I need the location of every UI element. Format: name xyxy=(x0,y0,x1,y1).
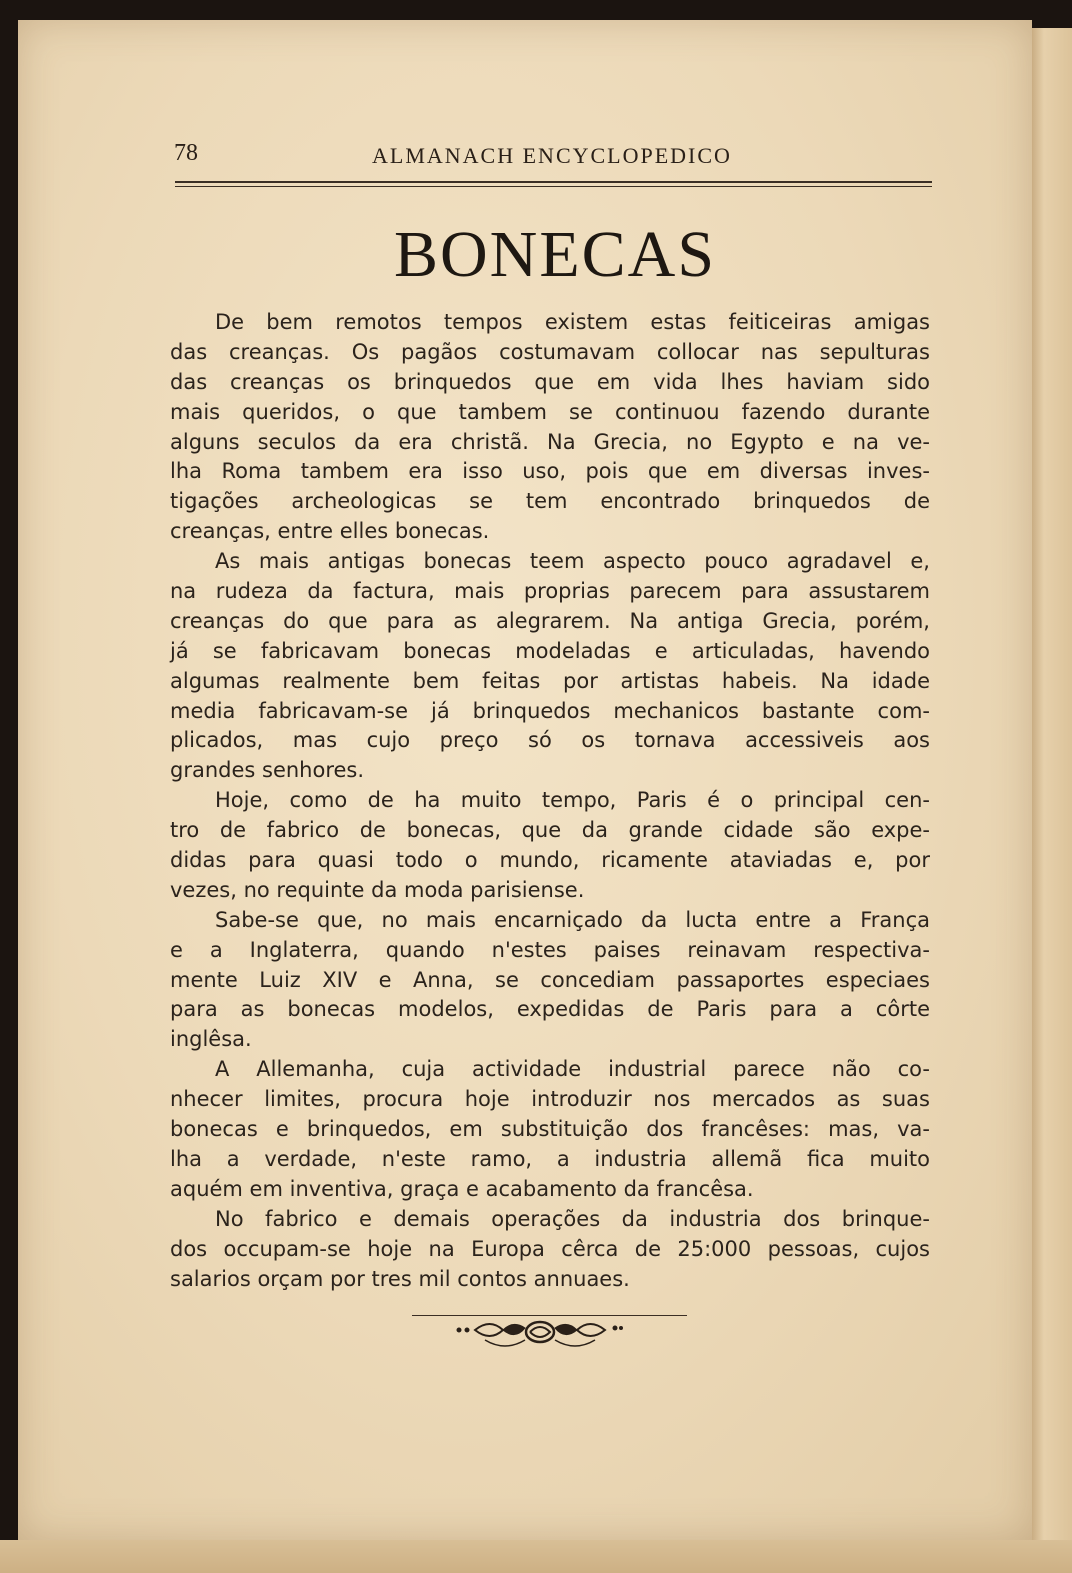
text-line: lha Roma tambem era isso uso, pois que em diversas inves- xyxy=(170,459,930,484)
text-line: alguns seculos da era christã. Na Grecia, no Egypto e na ve- xyxy=(170,429,930,454)
text-line: das creanças os brinquedos que em vida lhes haviam sido xyxy=(170,369,930,394)
ornament-rule xyxy=(412,1315,687,1316)
text-line: plicados, mas cujo preço só os tornava accessiveis aos xyxy=(170,728,930,753)
text-line: nhecer limites, procura hoje introduzir nos mercados as suas xyxy=(170,1087,930,1112)
text-line: na rudeza da factura, mais proprias parecem para assustarem xyxy=(170,579,930,604)
text-line: salarios orçam por tres mil contos annuaes. xyxy=(170,1266,630,1291)
article-body xyxy=(170,308,930,1294)
adjacent-page-edge xyxy=(1032,28,1072,1573)
text-line: tigações archeologicas se tem encontrado brinquedos de xyxy=(170,489,930,514)
page-bottom-edge xyxy=(0,1540,1072,1573)
text-line: De bem remotos tempos existem estas feiticeiras amigas xyxy=(215,310,930,334)
text-line: tro de fabrico de bonecas, que da grande cidade são expe- xyxy=(170,818,930,843)
text-line: mais queridos, o que tambem se continuou fazendo durante xyxy=(170,399,930,424)
text-line: Hoje, como de ha muito tempo, Paris é o principal cen- xyxy=(215,788,930,813)
article-title: BONECAS xyxy=(393,218,717,291)
text-line: creanças do que para as alegrarem. Na antiga Grecia, porém, xyxy=(170,608,930,633)
text-line: lha a verdade, n'este ramo, a industria allemã fica muito xyxy=(170,1146,930,1171)
page-number: 78 xyxy=(174,140,198,166)
header-rule xyxy=(175,181,932,183)
text-line: para as bonecas modelos, expedidas de Paris para a côrte xyxy=(170,997,930,1022)
text-line: inglêsa. xyxy=(170,1027,252,1052)
text-line: dos occupam-se hoje na Europa cêrca de 25:000 pessoas, cujos xyxy=(170,1236,930,1261)
header-rule-thin xyxy=(175,186,932,187)
text-line: Sabe-se que, no mais encarniçado da lucta entre a França xyxy=(215,907,930,932)
text-line: As mais antigas bonecas teem aspecto pouco agradavel e, xyxy=(215,549,930,574)
text-line: mente Luiz XIV e Anna, se concediam passaportes especiaes xyxy=(170,967,930,992)
text-line: bonecas e brinquedos, em substituição dos francêses: mas, va- xyxy=(170,1117,930,1142)
text-line: das creanças. Os pagãos costumavam collocar nas sepulturas xyxy=(170,339,930,364)
text-line: grandes senhores. xyxy=(170,758,365,783)
text-line: e a Inglaterra, quando n'estes paises reinavam respectiva- xyxy=(170,937,930,962)
text-line: creanças, entre elles bonecas. xyxy=(170,519,490,544)
text-line: algumas realmente bem feitas por artistas habeis. Na idade xyxy=(170,668,930,693)
text-line: No fabrico e demais operações da industria dos brinque- xyxy=(215,1206,930,1231)
text-line: vezes, no requinte da moda parisiense. xyxy=(170,877,585,902)
text-line: didas para quasi todo o mundo, ricamente ataviadas e, por xyxy=(170,848,930,873)
text-line: media fabricavam-se já brinquedos mechanicos bastante com- xyxy=(170,698,930,723)
text-line: aquém em inventiva, graça e acabamento da francêsa. xyxy=(170,1176,754,1201)
floral-ornament-icon xyxy=(455,1318,625,1362)
text-line: já se fabricavam bonecas modeladas e articuladas, havendo xyxy=(170,638,930,663)
running-header: ALMANACH ENCYCLOPEDICO xyxy=(372,143,732,168)
text-line: A Allemanha, cuja actividade industrial parece não co- xyxy=(215,1057,930,1082)
